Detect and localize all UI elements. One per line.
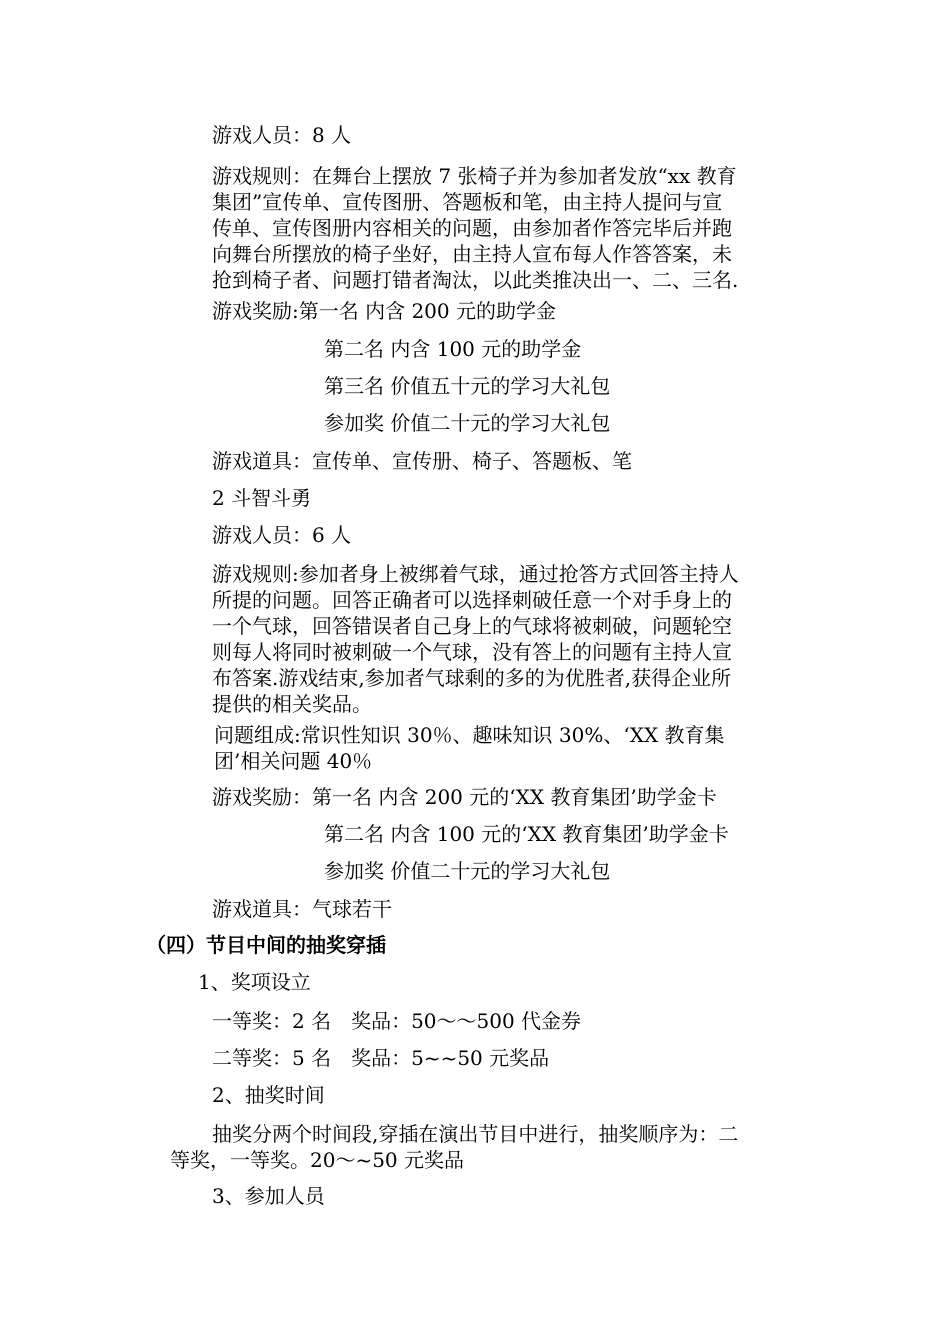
game2-rules-line: 一个气球，回答错误者自己身上的气球将被刺破，问题轮空 <box>212 614 732 638</box>
second-prize-line: 二等奖：5 名 奖品：5~~50 元奖品 <box>212 1046 550 1070</box>
game2-title: 2 斗智斗勇 <box>212 486 312 510</box>
game1-reward-participation: 参加奖 价值二十元的学习大礼包 <box>324 411 611 435</box>
game2-players: 游戏人员：6 人 <box>212 523 352 547</box>
game2-rules-line: 则每人将同时被刺破一个气球，没有答上的问题有主持人宣 <box>212 640 732 664</box>
section-heading: （四）节目中间的抽奖穿插 <box>146 933 386 957</box>
section-item: 1、奖项设立 <box>198 970 311 994</box>
draw-time-line: 等奖，一等奖。20～~50 元奖品 <box>170 1148 465 1172</box>
game1-rules-line: 抢到椅子者、问题打错者淘汰，以此类推决出一、二、三名. <box>212 268 739 292</box>
game2-rules-line: 提供的相关奖品。 <box>212 692 372 716</box>
game2-props: 游戏道具：气球若干 <box>212 897 392 921</box>
game1-rules-line: 集团”宣传单、宣传图册、答题板和笔，由主持人提问与宣 <box>212 190 723 214</box>
game1-rules-line: 向舞台所摆放的椅子坐好，由主持人宣布每人作答答案，未 <box>212 242 732 266</box>
game2-reward-second: 第二名 内含 100 元的‘XX 教育集团’助学金卡 <box>324 822 729 846</box>
game2-questions-line: 问题组成:常识性知识 30％、趣味知识 30%、‘XX 教育集 <box>214 723 725 747</box>
game1-reward-third: 第三名 价值五十元的学习大礼包 <box>324 374 611 398</box>
game2-reward-first: 游戏奖励：第一名 内含 200 元的‘XX 教育集团’助学金卡 <box>212 785 717 809</box>
game1-reward-second: 第二名 内含 100 元的助学金 <box>324 337 582 361</box>
game1-props: 游戏道具：宣传单、宣传册、椅子、答题板、笔 <box>212 449 632 473</box>
game1-players: 游戏人员：8 人 <box>212 123 352 147</box>
draw-time-line: 抽奖分两个时间段,穿插在演出节目中进行，抽奖顺序为：二 <box>212 1122 739 1146</box>
game2-rules-line: 所提的问题。回答正确者可以选择刺破任意一个对手身上的 <box>212 588 732 612</box>
game2-rules-line: 布答案.游戏结束,参加者气球剩的多的为优胜者,获得企业所 <box>212 666 732 690</box>
game1-rules-line: 传单、宣传图册内容相关的问题，由参加者作答完毕后并跑 <box>212 216 732 240</box>
game2-reward-participation: 参加奖 价值二十元的学习大礼包 <box>324 859 611 883</box>
game1-rules-line: 游戏规则：在舞台上摆放 7 张椅子并为参加者发放“xx 教育 <box>212 164 737 188</box>
game2-questions-line: 团’相关问题 40％ <box>214 749 373 773</box>
game1-reward-first: 游戏奖励:第一名 内含 200 元的助学金 <box>212 299 556 323</box>
section-item: 2、抽奖时间 <box>212 1083 325 1107</box>
section-item: 3、参加人员 <box>212 1184 325 1208</box>
first-prize-line: 一等奖：2 名 奖品：50～～500 代金券 <box>212 1009 582 1033</box>
game2-rules-line: 游戏规则:参加者身上被绑着气球，通过抢答方式回答主持人 <box>212 562 739 586</box>
